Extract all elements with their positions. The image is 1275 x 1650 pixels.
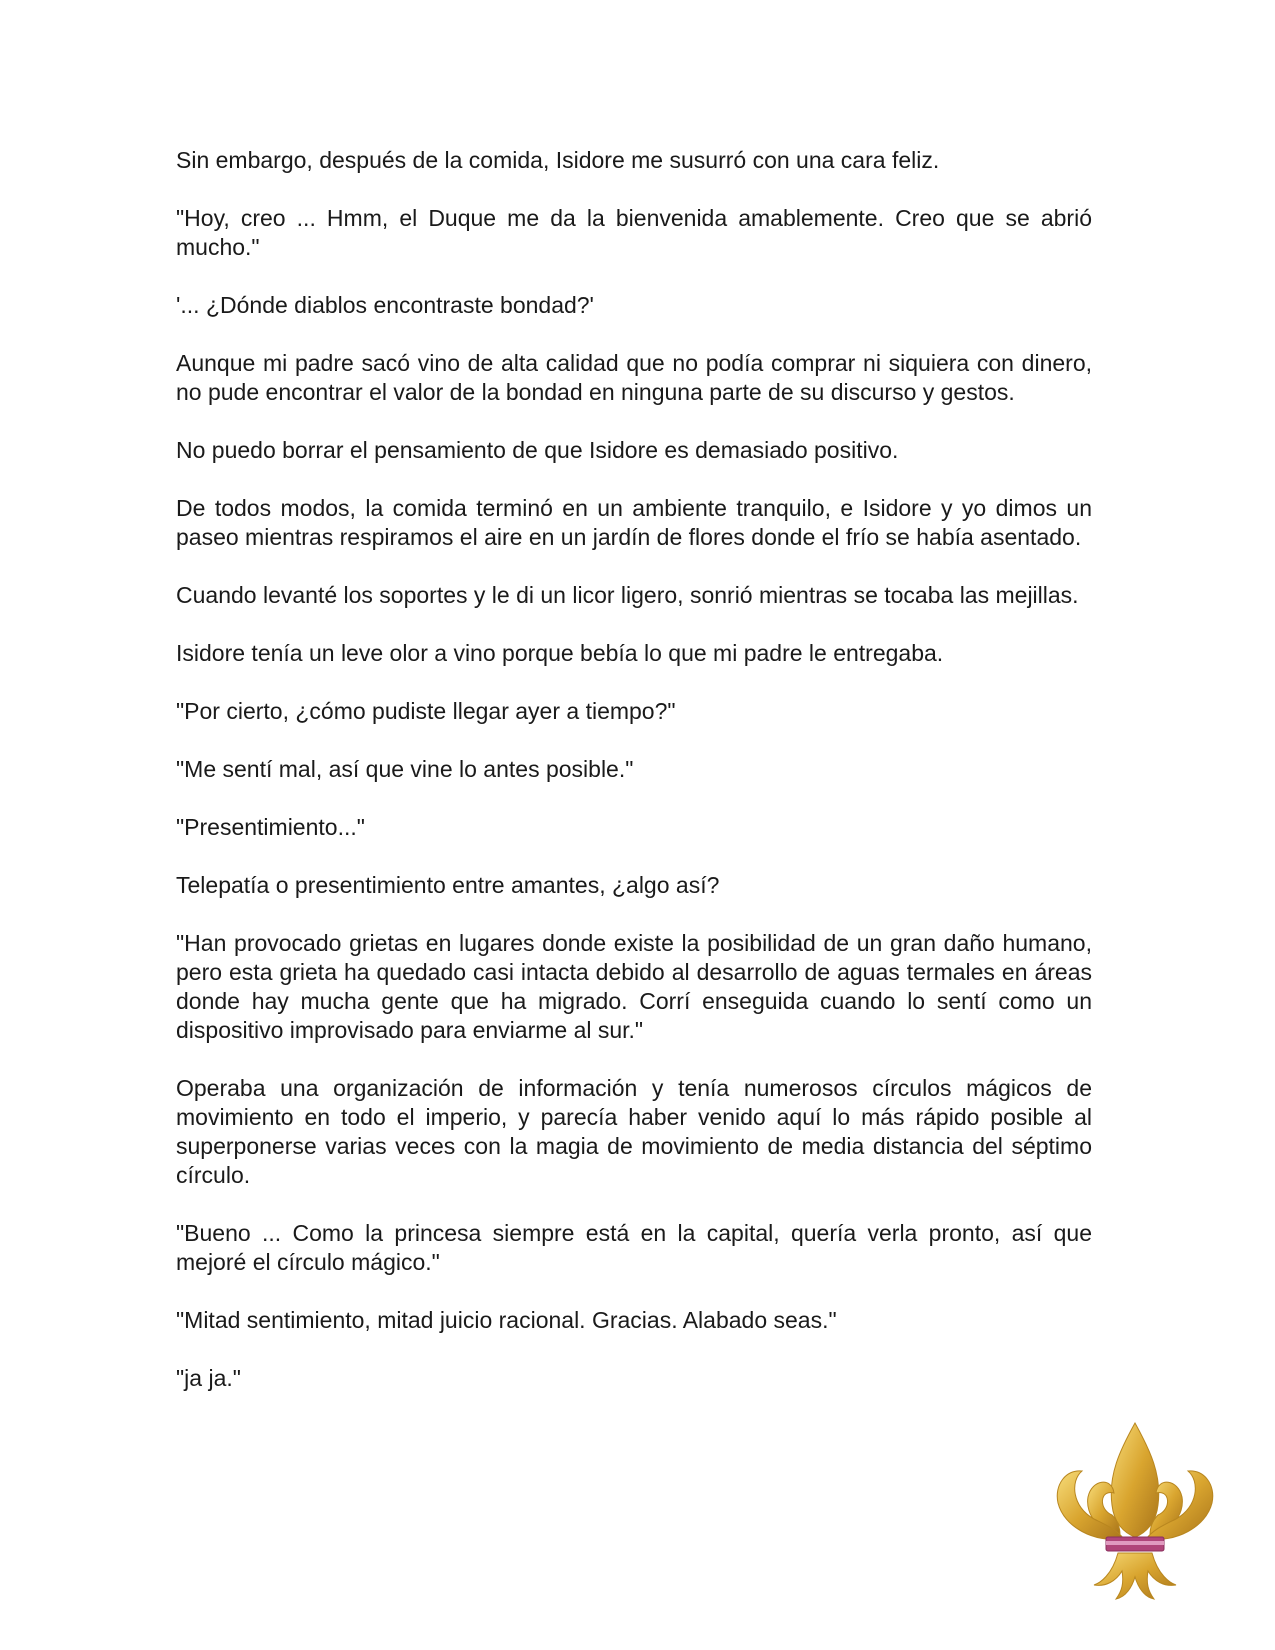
paragraph-1: Sin embargo, después de la comida, Isidore me susurró con una cara feliz.	[176, 147, 940, 173]
paragraph-2: "Hoy, creo ... Hmm, el Duque me da la bienvenida amablemente. Creo que se abrió mucho."	[176, 205, 1092, 260]
paragraph-12: Telepatía o presentimiento entre amantes, ¿algo así?	[176, 872, 720, 898]
paragraph-9: "Por cierto, ¿cómo pudiste llegar ayer a tiempo?"	[176, 698, 676, 724]
paragraph-10: "Me sentí mal, así que vine lo antes posible."	[176, 756, 634, 782]
paragraph-3: '... ¿Dónde diablos encontraste bondad?'	[176, 292, 594, 318]
paragraph-13: "Han provocado grietas en lugares donde existe la posibilidad de un gran daño humano, pero esta grieta ha quedado casi intacta debido al desarrollo de aguas termales en áreas donde hay mucha gente que ha migrado. Corrí enseguida cuando lo sentí como un dispositivo improvisado para enviarme al sur."	[176, 930, 1092, 1043]
paragraph-5: No puedo borrar el pensamiento de que Isidore es demasiado positivo.	[176, 437, 899, 463]
paragraph-17: "ja ja."	[176, 1365, 241, 1391]
paragraph-14: Operaba una organización de información y tenía numerosos círculos mágicos de movimiento en todo el imperio, y parecía haber venido aquí lo más rápido posible al superponerse varias veces con la magia de movimiento de media distancia del séptimo círculo.	[176, 1075, 1092, 1188]
fansub-watermark	[1050, 1415, 1220, 1635]
paragraph-15: "Bueno ... Como la princesa siempre está en la capital, quería verla pronto, así que mejoré el círculo mágico."	[176, 1220, 1092, 1275]
paragraph-6: De todos modos, la comida terminó en un ambiente tranquilo, e Isidore y yo dimos un paseo mientras respiramos el aire en un jardín de flores donde el frío se había asentado.	[176, 495, 1092, 550]
paragraph-8: Isidore tenía un leve olor a vino porque bebía lo que mi padre le entregaba.	[176, 640, 944, 666]
paragraph-7: Cuando levanté los soportes y le di un licor ligero, sonrió mientras se tocaba las mejillas.	[176, 582, 1079, 608]
body-text	[176, 146, 1092, 1422]
fleur-de-lis-icon	[1050, 1415, 1220, 1635]
paragraph-11: "Presentimiento..."	[176, 814, 365, 840]
paragraph-16: "Mitad sentimiento, mitad juicio racional. Gracias. Alabado seas."	[176, 1307, 837, 1333]
paragraph-4: Aunque mi padre sacó vino de alta calidad que no podía comprar ni siquiera con dinero, no pude encontrar el valor de la bondad en ninguna parte de su discurso y gestos.	[176, 350, 1092, 405]
